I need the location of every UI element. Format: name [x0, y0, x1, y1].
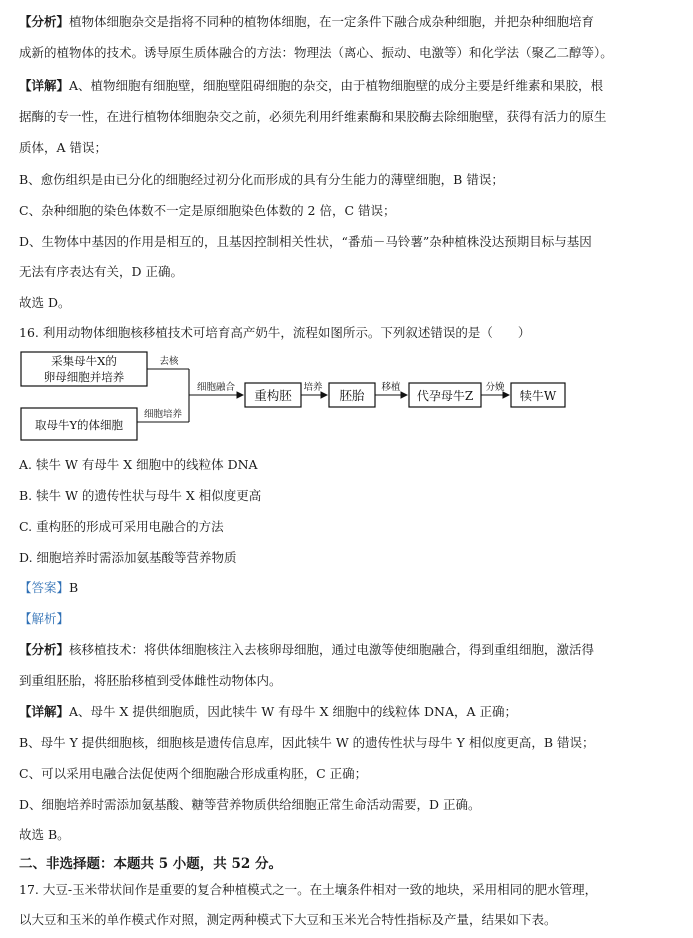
option-b: B. 犊牛 W 的遗传性状与母牛 X 相似度更高 [19, 488, 262, 503]
detail-16-tag: 【详解】 [19, 704, 70, 719]
question-17-line-2: 以大豆和玉米的单作模式作对照，测定两种模式下大豆和玉米光合特性指标及产量，结果如下表。 [19, 912, 557, 927]
box-cow-x-line-1: 采集母牛X的 [51, 354, 117, 368]
detail-paragraph [19, 78, 681, 94]
choose-answer-16: 故选 B。 [19, 827, 70, 842]
detail-16-c: C、可以采用电融合法促使两个细胞融合形成重构胚，C 正确； [19, 766, 368, 781]
detail-option-b: B、愈伤组织是由已分化的细胞经过初分化而形成的具有分生能力的薄壁细胞，B 错误； [19, 172, 504, 187]
explanation-tag: 【解析】 [19, 611, 70, 626]
choose-answer-15: 故选 D。 [19, 295, 71, 310]
box-cow-y-label: 取母牛Y的体细胞 [34, 418, 124, 432]
detail-option-d-line-1: D、生物体中基因的作用是相互的，且基因控制相关性状，“番茄－马铃薯”杂种植株没达预期目标与基因 [19, 234, 592, 249]
option-a: A. 犊牛 W 有母牛 X 细胞中的线粒体 DNA [19, 457, 258, 472]
detail-text-line-3: 质体，A 错误； [19, 140, 108, 155]
detail-option-d-line-2: 无法有序表达有关，D 正确。 [19, 264, 183, 279]
option-d: D. 细胞培养时需添加氨基酸等营养物质 [19, 550, 237, 565]
option-c: C. 重构胚的形成可采用电融合的方法 [19, 519, 224, 534]
label-cultivate: 培养 [303, 382, 323, 393]
answer-line [19, 580, 681, 596]
analysis-16-text-line-2: 到重组胚胎，将胚胎移植到受体雌性动物体内。 [19, 673, 282, 688]
answer-value: B [69, 580, 79, 595]
analysis-16-tag: 【分析】 [19, 642, 70, 657]
question-17-line-1: 17. 大豆-玉米带状间作是重要的复合种植模式之一。在土壤条件相对一致的地块，采用相同的肥水管理， [19, 882, 598, 897]
detail-option-c: C、杂种细胞的染色体数不一定是原细胞染色体数的 2 倍，C 错误； [19, 203, 396, 218]
answer-tag: 【答案】 [19, 580, 70, 595]
cloning-flow-diagram [19, 350, 579, 446]
box-calf-label: 犊牛W [519, 389, 557, 403]
detail-text: A、植物细胞有细胞壁，细胞壁阻碍细胞的杂交，由于植物细胞壁的成分主要是纤维素和果胶，根 [69, 78, 604, 93]
analysis-16-text: 核移植技术：将供体细胞核注入去核卵母细胞，通过电激等使细胞融合，得到重组细胞，激活得 [69, 642, 595, 657]
analysis-text-line-2: 成新的植物体的技术。诱导原生质体融合的方法：物理法（离心、振动、电激等）和化学法（聚乙二醇等）。 [19, 45, 613, 60]
analysis-paragraph [19, 14, 681, 30]
detail-16-a: A、母牛 X 提供细胞质，因此犊牛 W 有母牛 X 细胞中的线粒体 DNA，A 正确； [69, 704, 517, 719]
question-16-stem: 16. 利用动物体细胞核移植技术可培育高产奶牛，流程如图所示。下列叙述错误的是（ ） [19, 325, 531, 340]
section-heading: 二、非选择题：本题共 5 小题，共 52 分。 [19, 856, 282, 872]
detail-tag: 【详解】 [19, 78, 70, 93]
analysis-text: 植物体细胞杂交是指将不同种的植物体细胞，在一定条件下融合成杂种细胞，并把杂种细胞培育 [69, 14, 595, 29]
box-surrogate-cow-label: 代孕母牛Z [416, 389, 474, 403]
label-transfer: 移植 [381, 382, 401, 393]
detail-16-d: D、细胞培养时需添加氨基酸、糖等营养物质供给细胞正常生命活动需要，D 正确。 [19, 797, 481, 812]
label-fusion: 细胞融合 [196, 382, 236, 393]
detail-16-b: B、母牛 Y 提供细胞核，细胞核是遗传信息库，因此犊牛 W 的遗传性状与母牛 Y 相似度更高，B 错误； [19, 735, 595, 750]
box-reconstructed-embryo-label: 重构胚 [254, 388, 292, 403]
box-embryo-label: 胚胎 [339, 388, 365, 403]
box-cow-x-line-2: 卵母细胞并培养 [43, 370, 125, 384]
label-cell-culture: 细胞培养 [143, 409, 183, 420]
analysis-tag: 【分析】 [19, 14, 70, 29]
detail-16-paragraph [19, 704, 681, 720]
analysis-16-paragraph [19, 642, 681, 658]
label-delivery: 分娩 [485, 382, 505, 393]
detail-text-line-2: 据酶的专一性，在进行植物体细胞杂交之前，必须先利用纤维素酶和果胶酶去除细胞壁，获得有活力的原生 [19, 109, 607, 124]
label-enucleate: 去核 [159, 356, 179, 367]
